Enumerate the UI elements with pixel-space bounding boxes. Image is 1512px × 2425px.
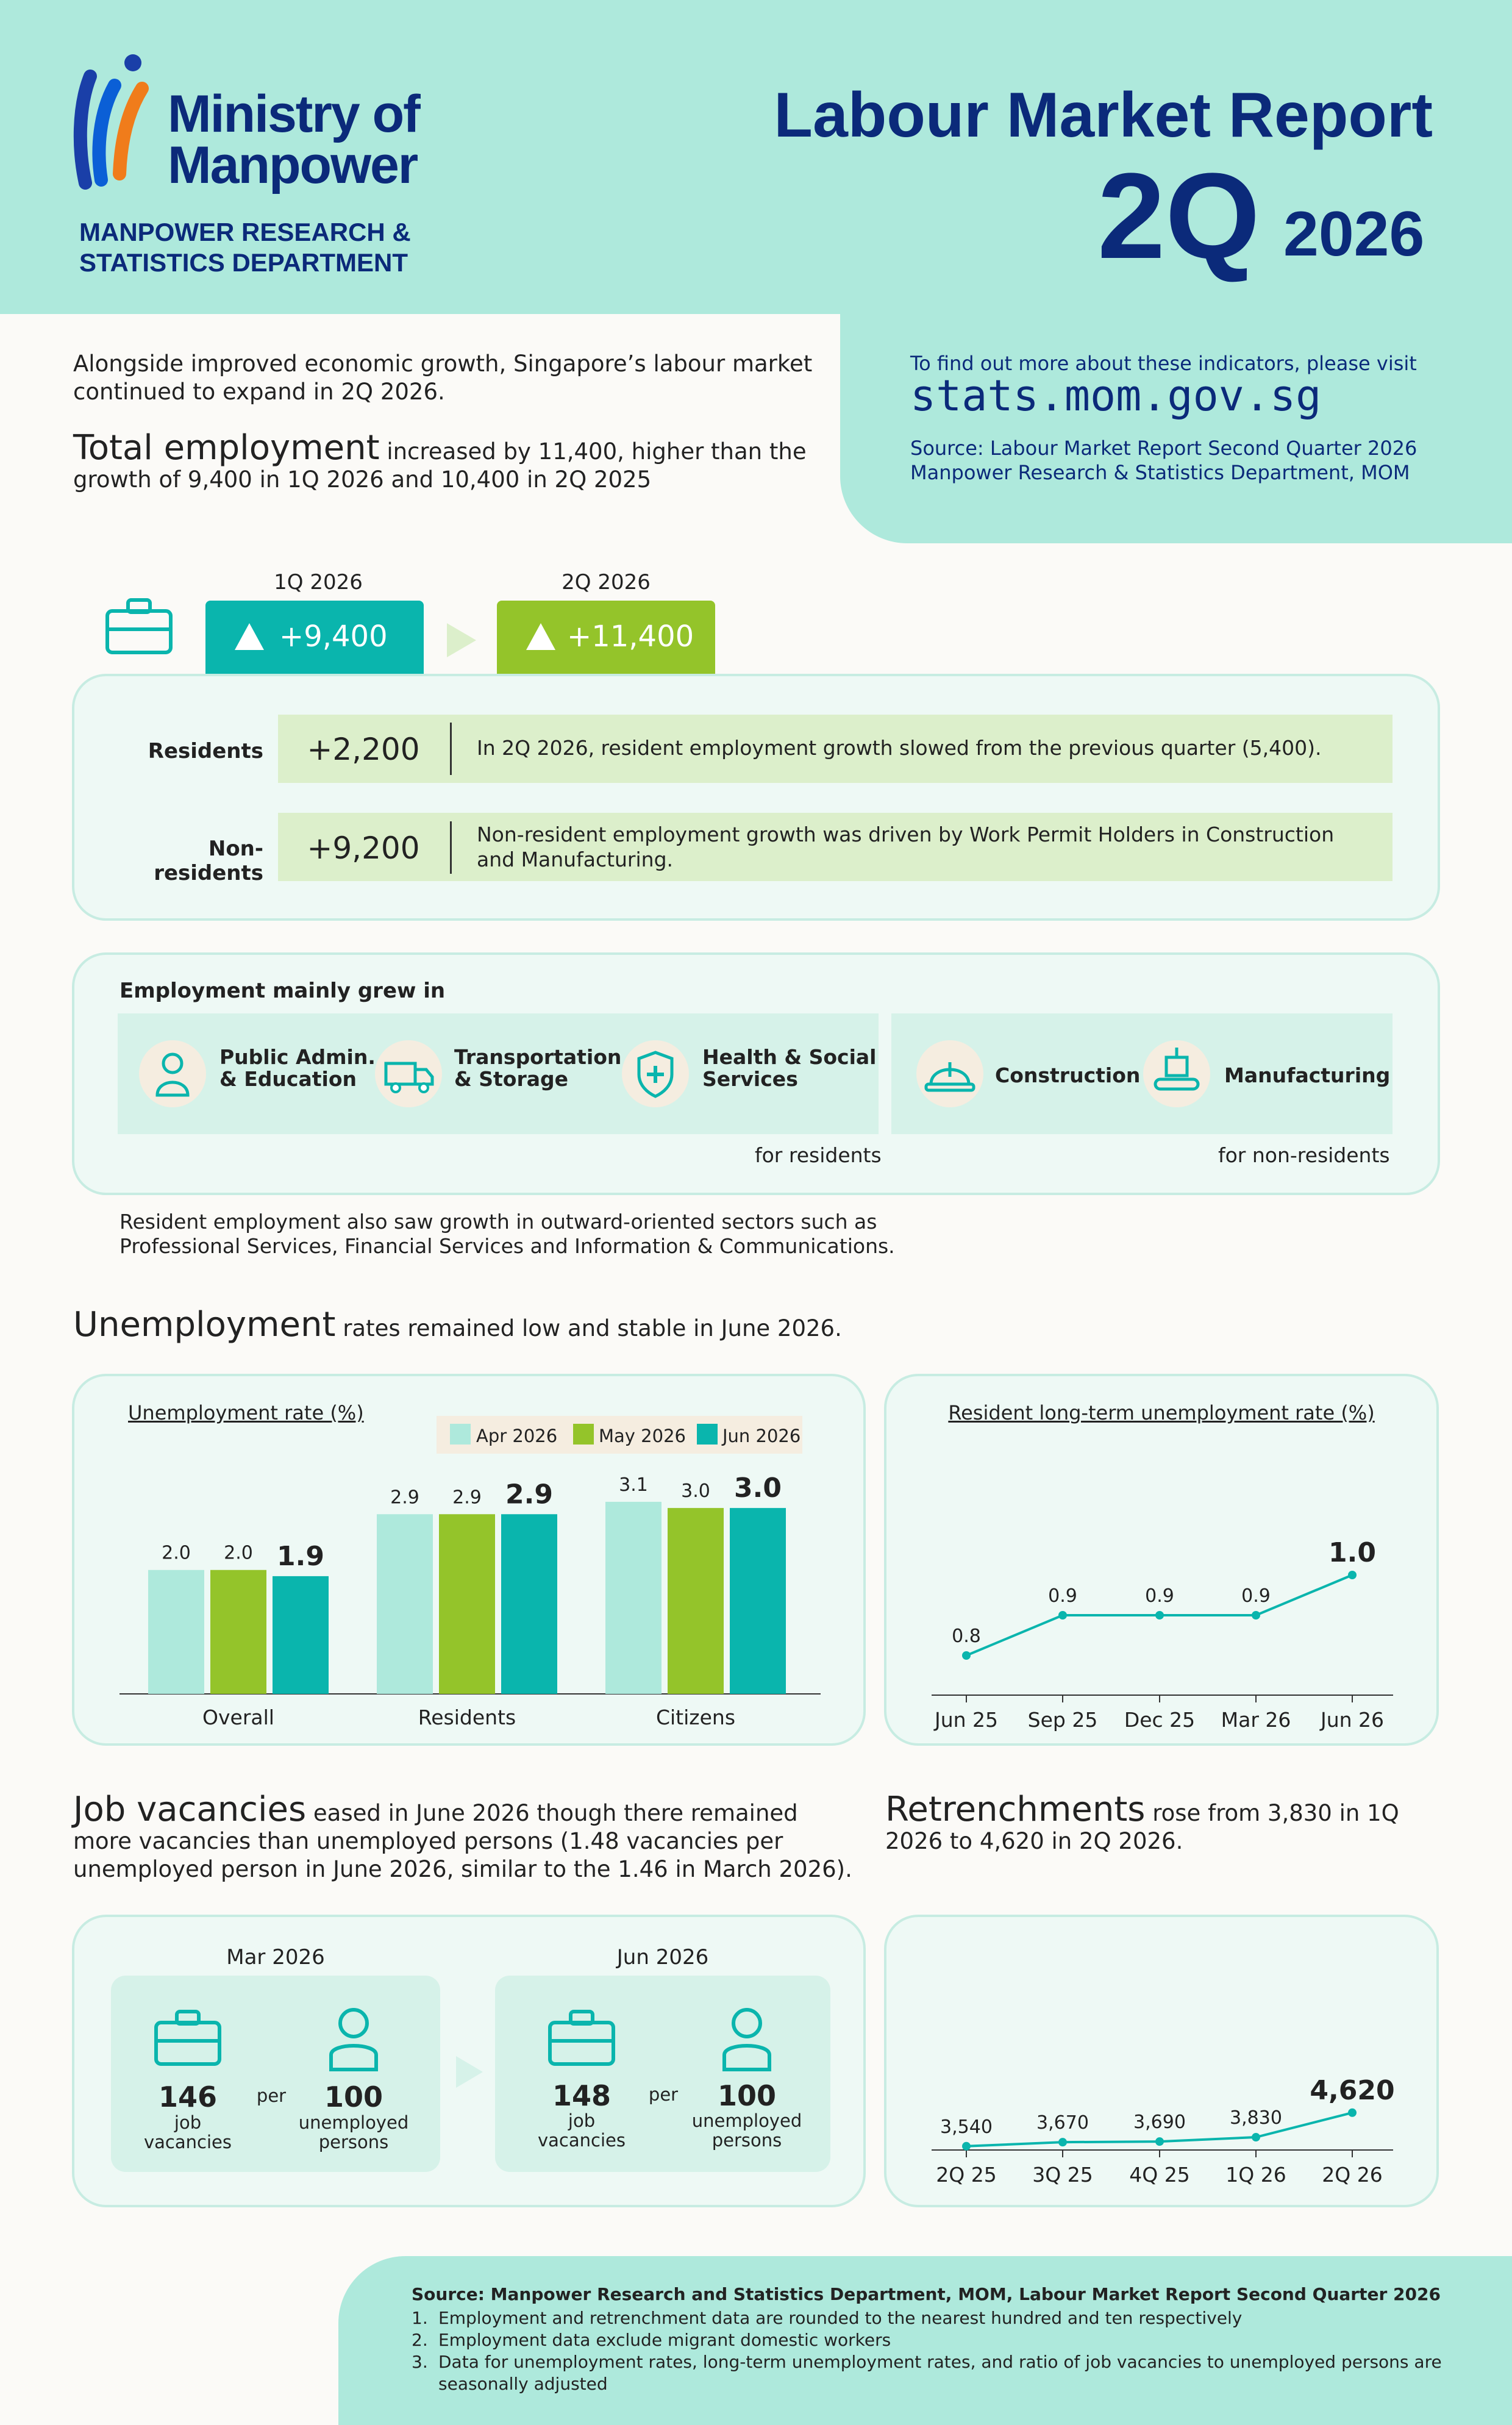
jobs-label: job vacancies (144, 2112, 232, 2152)
bar-residents-0 (377, 1514, 433, 1694)
data-label: 4,620 (1310, 2074, 1395, 2106)
legend-jun: Jun 2026 (722, 1426, 801, 1446)
retrenchments-text: Retrenchments rose from 3,830 in 1Q 2026 to 4,620 in 2Q 2026. (885, 1790, 1399, 1854)
footer-note: 1. Employment and retrenchment data are rounded to the nearest hundred and ten respectively (412, 2308, 1243, 2328)
for-residents-label: for residents (755, 1143, 882, 1167)
data-label: 0.9 (1241, 1585, 1271, 1607)
legend-apr: Apr 2026 (476, 1426, 558, 1446)
person-icon (139, 1040, 206, 1107)
nonresidents-value: +9,200 (307, 830, 420, 866)
x-tick-label: Jun 26 (1320, 1708, 1385, 1732)
intro-text: Alongside improved economic growth, Singapore’s labour market continued to expand in 2Q 2026. (73, 351, 813, 405)
q2-label: 2Q 2026 (562, 570, 651, 595)
sector-health: Health & Social Services (702, 1045, 877, 1091)
up-arrow-icon (235, 623, 264, 650)
bar-overall-2 (273, 1576, 329, 1694)
data-label: 1.0 (1328, 1537, 1376, 1568)
person-icon (326, 2006, 381, 2073)
data-point (1348, 1571, 1357, 1579)
footer-note: 3. Data for unemployment rates, long-term unemployment rates, and ratio of job vacancies to unemployed persons are seasonally adjusted (412, 2352, 1442, 2394)
visit-text: To find out more about these indicators, please visit (910, 352, 1417, 375)
unemployed-label: unemployed persons (691, 2110, 802, 2151)
divider (450, 723, 452, 775)
up-arrow-icon (526, 623, 555, 650)
briefcase-icon (105, 598, 173, 655)
x-tick-label: Citizens (655, 1705, 736, 1729)
sector-construction: Construction (995, 1063, 1141, 1087)
chart-title: Unemployment rate (%) (128, 1401, 364, 1424)
bar-overall-1 (210, 1570, 266, 1694)
data-point (1348, 2109, 1357, 2117)
data-label: 3,690 (1133, 2112, 1186, 2134)
bar-residents-1 (439, 1514, 495, 1694)
longterm-line-chart (884, 1374, 1439, 1746)
x-tick-label: 2Q 26 (1322, 2163, 1383, 2187)
data-point (1058, 1611, 1067, 1620)
bar-data-label: 3.1 (619, 1474, 648, 1496)
report-quarter: 2Q (1097, 148, 1260, 284)
conveyor-icon (1143, 1040, 1210, 1107)
arrow-right-icon (447, 623, 476, 657)
legend-may: May 2026 (599, 1426, 686, 1446)
mar-unemp-value: 100 (324, 2080, 383, 2113)
x-tick-label: Dec 25 (1124, 1708, 1196, 1732)
bar-data-label: 3.0 (734, 1473, 782, 1504)
footer-note: 2. Employment data exclude migrant domestic workers (412, 2330, 891, 2350)
briefcase-icon (547, 2009, 616, 2067)
bar-data-label: 2.0 (224, 1542, 253, 1564)
data-point (1252, 1611, 1260, 1620)
health-shield-icon (622, 1040, 689, 1107)
jun-label: Jun 2026 (616, 1945, 709, 1970)
data-label: 3,830 (1230, 2107, 1282, 2129)
unemployment-bar-chart (72, 1374, 866, 1746)
per-label: per (256, 2085, 287, 2106)
data-label: 0.9 (1048, 1585, 1077, 1607)
data-point (1155, 1611, 1164, 1620)
report-title: Labour Market Report (774, 80, 1433, 151)
data-point (962, 2142, 971, 2151)
x-tick-label: 3Q 25 (1032, 2163, 1093, 2187)
total-employment-text: Total employment increased by 11,400, higher than the growth of 9,400 in 1Q 2026 and 10,400 in 2Q 2025 (73, 428, 807, 493)
person-icon (719, 2006, 774, 2073)
bar-citizens-0 (605, 1502, 661, 1694)
x-tick-label: 1Q 26 (1225, 2163, 1286, 2187)
per-label: per (648, 2084, 679, 2105)
mar-jobs-value: 146 (158, 2080, 218, 2113)
unemployed-label: unemployed persons (298, 2112, 409, 2152)
bar-citizens-2 (730, 1508, 786, 1694)
jobs-label: job vacancies (538, 2110, 626, 2151)
data-label: 3,540 (940, 2116, 993, 2138)
data-label: 3,670 (1036, 2112, 1089, 2134)
residents-value: +2,200 (307, 732, 420, 767)
job-vacancies-text: Job vacancies eased in June 2026 though there remained more vacancies than unemployed persons (1.48 vacancies per unemployed person in June 2026, similar to the 1.46 in March 2026). (73, 1790, 852, 1882)
bar-data-label: 2.0 (162, 1542, 191, 1564)
report-year: 2026 (1283, 199, 1425, 270)
nonresidents-label: Non-residents (154, 837, 263, 885)
truck-icon (375, 1040, 442, 1107)
bar-data-label: 2.9 (505, 1479, 553, 1510)
footer-notes (412, 2307, 1460, 2395)
bar-overall-0 (148, 1570, 204, 1694)
for-nonresidents-label: for non-residents (1218, 1143, 1390, 1167)
retrenchments-line-chart (884, 1915, 1439, 2207)
q2-value: +11,400 (567, 620, 694, 654)
data-label: 0.9 (1145, 1585, 1174, 1607)
x-tick-label: Overall (202, 1705, 274, 1729)
mar-label: Mar 2026 (226, 1945, 325, 1970)
bar-citizens-1 (668, 1508, 724, 1694)
sector-manufacturing: Manufacturing (1224, 1063, 1391, 1087)
data-point (1058, 2138, 1067, 2146)
x-tick-label: Sep 25 (1027, 1708, 1098, 1732)
q1-label: 1Q 2026 (274, 570, 363, 595)
x-tick-label: 4Q 25 (1129, 2163, 1190, 2187)
residents-label: Residents (148, 739, 263, 763)
info-source: Source: Labour Market Report Second Quarter 2026 Manpower Research & Statistics Department, MOM (910, 437, 1417, 484)
x-tick-label: Residents (418, 1705, 516, 1729)
x-tick-label: Mar 26 (1221, 1708, 1291, 1732)
sectors-heading: Employment mainly grew in (119, 979, 446, 1003)
data-label: 0.8 (952, 1626, 981, 1647)
chart-title: Resident long-term unemployment rate (%) (948, 1401, 1375, 1424)
bar-data-label: 3.0 (681, 1480, 710, 1502)
jun-jobs-value: 148 (552, 2079, 612, 2112)
bar-data-label: 1.9 (277, 1540, 324, 1572)
footer-source: Source: Manpower Research and Statistics Department, MOM, Labour Market Report Second Quarter 2026 (412, 2284, 1441, 2304)
hardhat-icon (916, 1040, 983, 1107)
org-name: Ministry of Manpower (168, 85, 419, 195)
jun-unemp-value: 100 (717, 2079, 777, 2112)
q1-value: +9,400 (279, 620, 388, 654)
bar-data-label: 2.9 (390, 1487, 419, 1509)
bar-residents-2 (501, 1514, 557, 1694)
x-tick-label: Jun 25 (934, 1708, 999, 1732)
data-point (1252, 2133, 1260, 2141)
mom-logo-icon (72, 52, 157, 192)
briefcase-icon (154, 2009, 222, 2067)
unemployment-heading: Unemployment rates remained low and stable in June 2026. (73, 1305, 842, 1345)
data-point (962, 1651, 971, 1660)
sector-public-admin: Public Admin. & Education (219, 1045, 376, 1091)
sector-transportation: Transportation & Storage (454, 1045, 622, 1091)
x-tick-label: 2Q 25 (936, 2163, 997, 2187)
divider (450, 821, 452, 874)
bar-data-label: 2.9 (452, 1487, 482, 1509)
arrow-right-icon (456, 2056, 483, 2088)
employment-breakdown-card (72, 674, 1440, 921)
department-name: MANPOWER RESEARCH & STATISTICS DEPARTMENT (79, 218, 411, 277)
sectors-note: Resident employment also saw growth in outward-oriented sectors such as Professional Services, Financial Services and Information & Communications. (119, 1210, 895, 1258)
info-box (840, 314, 1512, 543)
data-point (1155, 2137, 1164, 2146)
nonresidents-text: Non-resident employment growth was driven by Work Permit Holders in Construction and Manufacturing. (477, 823, 1335, 871)
stats-link[interactable]: stats.mom.gov.sg (910, 371, 1322, 421)
residents-text: In 2Q 2026, resident employment growth slowed from the previous quarter (5,400). (477, 736, 1322, 760)
